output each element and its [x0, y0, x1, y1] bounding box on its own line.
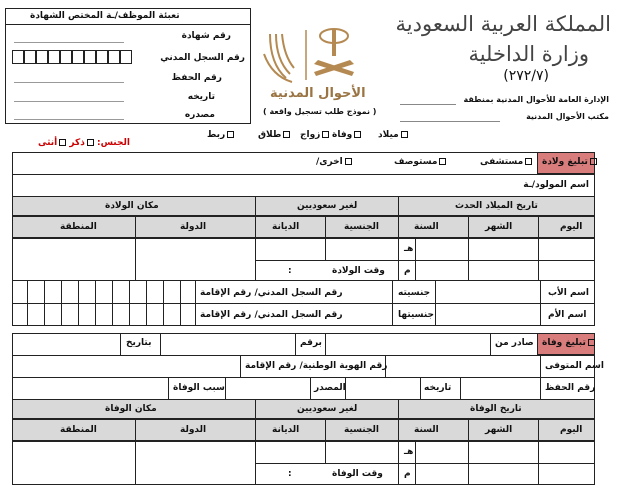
mother-name-label: اسم الأم — [548, 310, 587, 320]
col-nationality: الجنسية — [344, 222, 379, 232]
civil-digit-box[interactable] — [84, 50, 96, 64]
death-cause-label: سبب الوفاة — [173, 383, 225, 393]
office: مكتب الأحوال المدنية — [526, 112, 609, 121]
gender-female-checkbox[interactable] — [59, 139, 66, 146]
death-col-region: المنطقة — [60, 425, 97, 435]
birth-dob-label: تاريخ الميلاد الحدث — [455, 201, 538, 211]
death-time-label: وقت الوفاة — [332, 469, 383, 479]
kingdom-title: المملكة العربية السعودية — [395, 12, 611, 36]
birth-section — [12, 152, 595, 326]
directorate: الإدارة العامة للأحوال المدنية بمنطقة — [463, 95, 609, 104]
death-col-year: السنة — [414, 425, 439, 435]
civil-digit-box[interactable] — [96, 50, 108, 64]
hijri-marker: هـ — [404, 244, 414, 254]
death-save-no-label: رقم الحفظ — [545, 383, 596, 393]
birth-title: تبليغ ولادة — [542, 157, 597, 167]
logo-text: الأحوال المدنية — [270, 86, 366, 101]
civil-digit-box[interactable] — [108, 50, 120, 64]
issued-from-label: صادر من — [495, 338, 534, 348]
death-col-month: الشهر — [485, 425, 513, 435]
col-religion: الديانة — [272, 222, 300, 232]
col-region: المنطقة — [60, 222, 97, 232]
ministry-title: وزارة الداخلية — [468, 42, 589, 66]
event-type-divorce[interactable]: طلاق — [258, 130, 290, 140]
birth-time-label: وقت الولادة — [332, 266, 385, 276]
death-col-day: اليوم — [560, 425, 583, 435]
mother-nationality-label: جنسيتها — [398, 310, 434, 320]
death-col-religion: الديانة — [272, 425, 300, 435]
birth-non-saudi-label: لغير سعوديين — [297, 201, 358, 211]
event-type-birth[interactable]: ميلاد — [378, 130, 408, 140]
civil-digit-box[interactable] — [48, 50, 60, 64]
officer-box-title: تعبئة الموظف/ـة المختص الشهادة — [30, 11, 180, 21]
certificate-no-label: رقم شهادة — [181, 31, 231, 41]
col-country: الدولة — [180, 222, 207, 232]
save-no-label: رقم الحفظ — [171, 73, 222, 83]
birthplace-label: مكان الولادة — [105, 201, 159, 211]
civil-digit-box[interactable] — [36, 50, 48, 64]
source-label: مصدره — [184, 110, 215, 120]
deceased-name-label: اسم المتوفى — [545, 361, 604, 371]
death-hijri-marker: هـ — [404, 447, 414, 457]
birth-time-colon: : — [288, 266, 292, 276]
gender-male-checkbox[interactable] — [87, 139, 94, 146]
col-day: اليوم — [560, 222, 583, 232]
father-name-label: اسم الأب — [548, 288, 589, 298]
form-title: ( نموذج طلب تسجيل واقعة ) — [263, 107, 377, 116]
death-gregorian-marker: م — [404, 469, 411, 479]
death-non-saudi-label: لغير سعوديين — [297, 404, 358, 414]
newborn-name-label: اسم المولود/ـة — [523, 180, 589, 190]
col-year: السنة — [414, 222, 439, 232]
gregorian-marker: م — [404, 266, 411, 276]
father-id-label: رقم السجل المدني/ رقم الإقامة — [200, 288, 343, 298]
event-type-marriage[interactable]: زواج — [300, 130, 329, 140]
civil-digit-box[interactable] — [24, 50, 36, 64]
death-source-label: المصدر — [314, 383, 346, 393]
number-label: برقم — [300, 338, 322, 348]
death-col-nationality: الجنسية — [344, 425, 379, 435]
place-hospital[interactable]: مستشفى — [480, 157, 532, 167]
officer-box — [5, 8, 251, 124]
civil-digit-box[interactable] — [120, 50, 132, 64]
event-type-link[interactable]: ربط — [207, 130, 234, 140]
place-other[interactable]: اخرى/ — [316, 157, 352, 167]
dated-label: بتاريخ — [126, 338, 152, 348]
col-month: الشهر — [485, 222, 513, 232]
death-title: تبليغ وفاة — [542, 338, 595, 348]
death-time-colon: : — [288, 469, 292, 479]
event-type-death[interactable]: وفاة — [332, 130, 361, 140]
father-nationality-label: جنسيته — [398, 288, 431, 298]
form-code: (٢٧٢/٧) — [503, 68, 549, 84]
mother-id-label: رقم السجل المدني/ رقم الإقامة — [200, 310, 343, 320]
death-dod-label: تاريخ الوفاة — [470, 404, 522, 414]
civil-digit-box[interactable] — [60, 50, 72, 64]
civil-digit-box[interactable] — [12, 50, 24, 64]
its-date-label: تاريخه — [187, 92, 215, 102]
death-its-date-label: تاريخه — [424, 383, 452, 393]
gender-row: الجنس: ذكر أنثى — [38, 138, 130, 148]
death-col-country: الدولة — [180, 425, 207, 435]
death-place-label: مكان الوفاة — [105, 404, 157, 414]
civil-record-label: رقم السجل المدني — [160, 53, 245, 63]
civil-digit-box[interactable] — [72, 50, 84, 64]
national-id-label: رقم الهوية الوطنية/ رقم الإقامة — [245, 361, 388, 371]
place-clinic[interactable]: مستوصف — [394, 157, 446, 167]
